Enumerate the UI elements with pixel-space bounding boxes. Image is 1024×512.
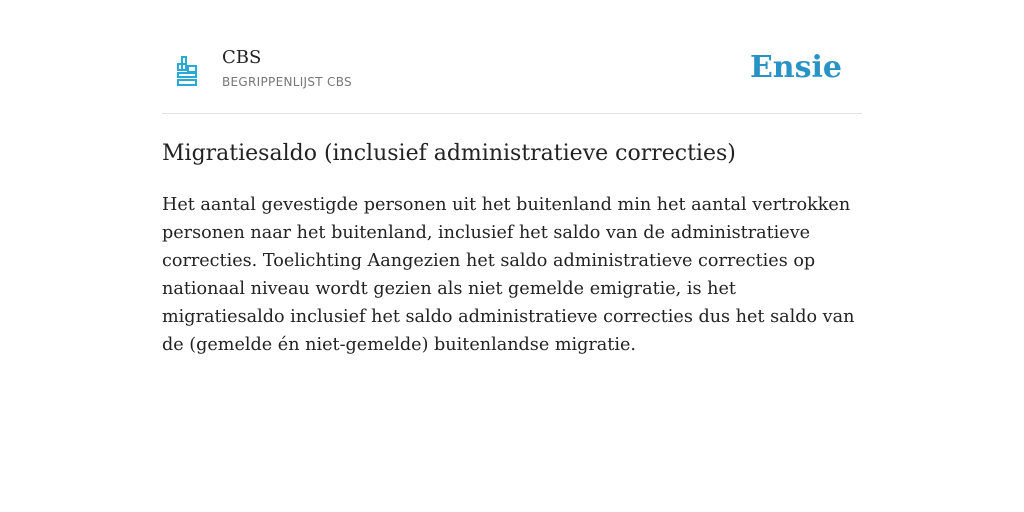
cbs-logo-icon	[176, 56, 198, 88]
header	[162, 0, 862, 114]
ensie-logo-link[interactable]: Ensie	[749, 50, 842, 85]
org-subtitle[interactable]: BEGRIPPENLIJST CBS	[222, 75, 352, 89]
page-title: Migratiesaldo (inclusief administratieve correcties)	[162, 141, 736, 166]
page-container	[162, 0, 862, 359]
definition-text: Het aantal gevestigde personen uit het buitenland min het aantal vertrokken personen naar het buitenland, inclusief het saldo van de administratieve correcties. Toelichting Aangezien het saldo administratieve correcties op nationaal niveau wordt gezien als niet gemelde emigratie, is het migratiesaldo inclusief het saldo administratieve correcties dus het saldo van de (gemelde én niet-gemelde) buitenlandse migratie.	[162, 195, 855, 355]
org-name: CBS	[222, 47, 262, 68]
